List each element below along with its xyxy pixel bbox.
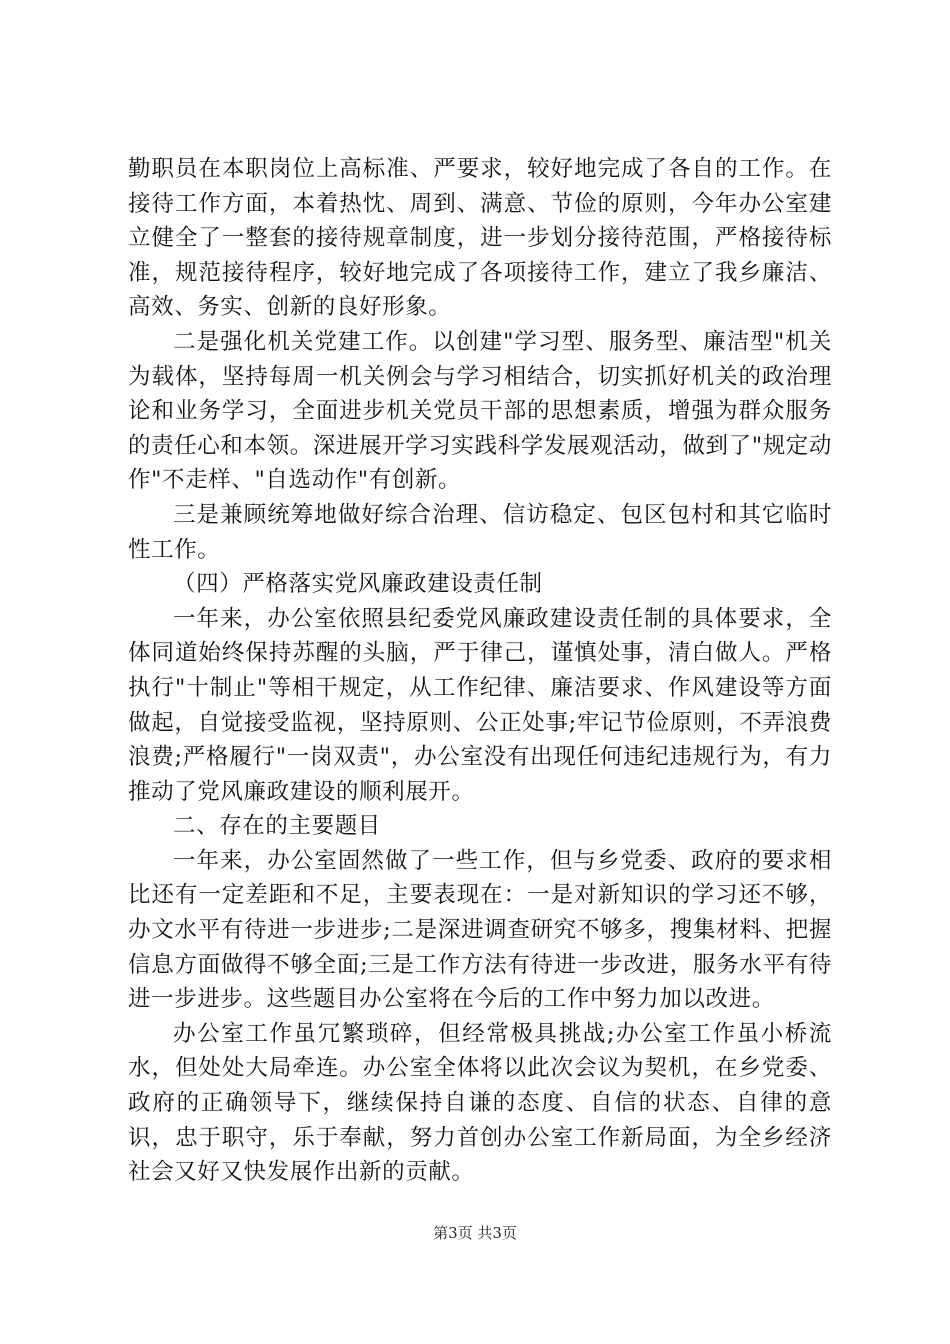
paragraph-conclusion: 办公室工作虽冗繁琐碎，但经常极具挑战;办公室工作虽小桥流水，但处处大局牵连。办公室全体将以此次会议为契机，在乡党委、政府的正确领导下，继续保持自谦的态度、自信的状态、自律的意识，忠于职守，乐于奉献，努力首创办公室工作新局面，为全乡经济社会又好又快发展作出新的贡献。 xyxy=(128,1020,832,1186)
page-number-footer: 第3页 共3页 xyxy=(433,1224,517,1242)
paragraph-problems: 一年来，办公室固然做了一些工作，但与乡党委、政府的要求相比还有一定差距和不足，主要表现在：一是对新知识的学习还不够，办文水平有待进一步进步;二是深进调查研究不够多，搜集材料、把握信息方面做得不够全面;三是工作方法有待进一步改进，服务水平有待进一步进步。这些题目办公室将在今后的工作中努力加以改进。 xyxy=(128,847,832,1013)
paragraph-comprehensive-work: 三是兼顾统筹地做好综合治理、信访稳定、包区包村和其它临时性工作。 xyxy=(128,501,832,563)
document-body xyxy=(128,152,832,1190)
section-heading-problems: 二、存在的主要题目 xyxy=(173,813,381,840)
paragraph-integrity: 一年来，办公室依照县纪委党风廉政建设责任制的具体要求，全体同道始终保持苏醒的头脑，严于律己，谨慎处事，清白做人。严格执行"十制止"等相干规定，从工作纪律、廉洁要求、作风建设等方面做起，自觉接受监视，坚持原则、公正处事;牢记节俭原则，不弄浪费浪费;严格履行"一岗双责"，办公室没有出现任何违纪违规行为，有力推动了党风廉政建设的顺利展开。 xyxy=(128,605,832,805)
paragraph-continuation: 勤职员在本职岗位上高标准、严要求，较好地完成了各自的工作。在接待工作方面，本着热忱、周到、满意、节俭的原则，今年办公室建立健全了一整套的接待规章制度，进一步划分接待范围，严格接待标准，规范接待程序，较好地完成了各项接待工作，建立了我乡廉洁、高效、务实、创新的良好形象。 xyxy=(128,156,832,321)
section-heading-integrity: （四）严格落实党风廉政建设责任制 xyxy=(173,571,543,598)
paragraph-party-building: 二是强化机关党建工作。以创建"学习型、服务型、廉洁型"机关为载体，坚持每周一机关例会与学习相结合，切实抓好机关的政治理论和业务学习，全面进步机关党员干部的思想素质，增强为群众服务的责任心和本领。深进展开学习实践科学发展观活动，做到了"规定动作"不走样、"自选动作"有创新。 xyxy=(128,328,832,494)
